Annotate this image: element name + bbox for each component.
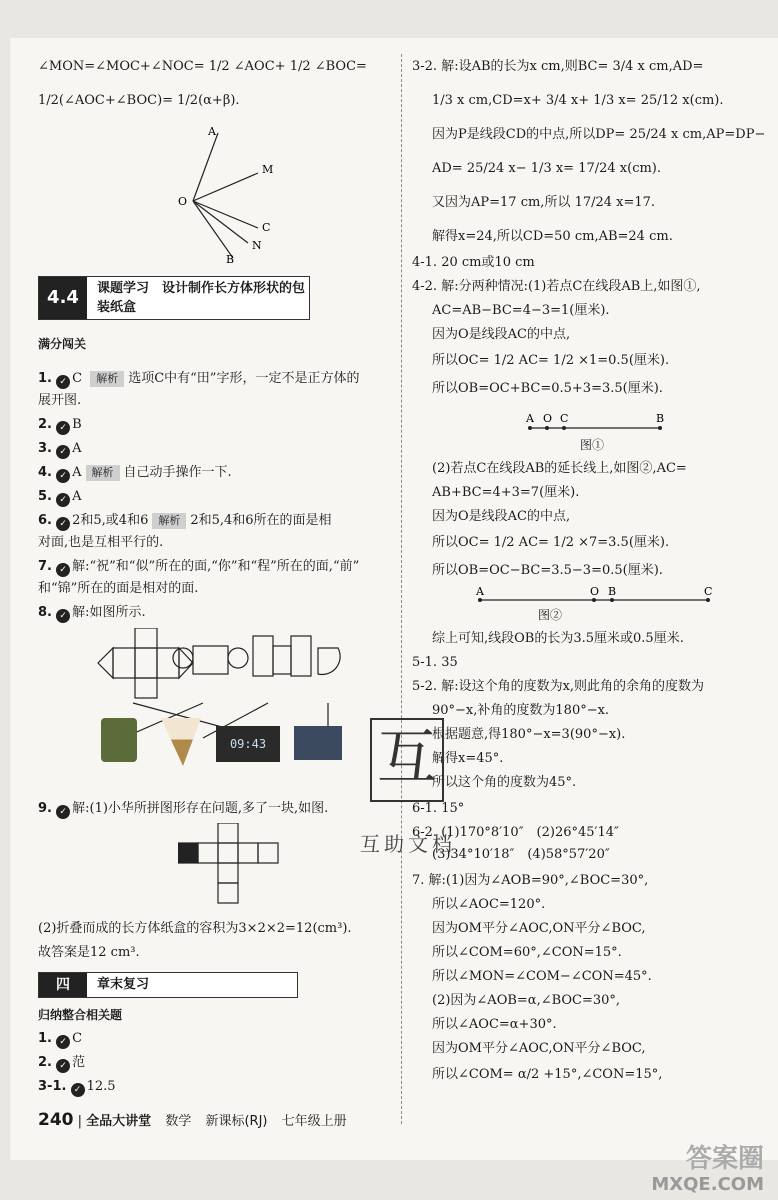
text-line: 7. 解:(1)因为∠AOB=90°,∠BOC=30°, [412,873,649,888]
fig1-label: A [526,412,534,425]
fig1-label: C [560,412,569,425]
text-line: 因为OM平分∠AOC,ON平分∠BOC, [432,921,646,936]
text-line: 5-1. 35 [412,655,458,670]
answer-7: 7. ✓ 解:“祝”和“似”所在的面,“你”和“程”所在的面,“前” [38,559,360,575]
text-line: 5-2. 解:设这个角的度数为x,则此角的余角的度数为 [412,679,705,694]
text-line: 所以OB=OC−BC=3.5−3=0.5(厘米). [432,563,663,578]
answer-2: 2. ✓ B [38,417,82,433]
page-footer: 240 | 全品大讲堂 数学 新课标(RJ) 七年级上册 [38,1110,347,1130]
label-O: O [178,195,188,208]
analysis-tag: 解析 [86,465,120,481]
review-answer-2: 2. ✓ 范 [38,1055,86,1071]
answer-icon: ✓ [56,445,70,459]
figure-caption: 图① [580,438,605,452]
text-line: ∠MON=∠MOC+∠NOC= 1/2 ∠AOC+ 1/2 ∠BOC= [38,59,367,74]
figure-caption: 图② [538,608,563,622]
answer-5: 5. ✓ A [38,489,82,505]
answer-icon: ✓ [56,805,70,819]
text-line: 1/3 x cm,CD=x+ 3/4 x+ 1/3 x= 25/12 x(cm). [432,93,724,108]
text-line: 和“锦”所在的面是相对的面. [38,581,199,596]
text-line: 所以这个角的度数为45°. [432,775,577,790]
label-M: M [262,163,274,176]
text-line: 所以OB=OC+BC=0.5+3=3.5(厘米). [432,381,663,396]
clock-photo: 09:43 [216,726,280,762]
answer-icon: ✓ [56,493,70,507]
text-line: 3-2. 解:设AB的长为x cm,则BC= 3/4 x cm,AD= [412,59,704,74]
answer-icon: ✓ [56,609,70,623]
text-line: 解得x=45°. [432,751,504,766]
label-C: C [262,221,271,234]
answer-icon: ✓ [56,1059,70,1073]
text-line: 解得x=24,所以CD=50 cm,AB=24 cm. [432,229,673,244]
grade: 七年级上册 [281,1114,347,1129]
text-line: 6-1. 15° [412,801,465,816]
box-photo [294,726,342,760]
label-N: N [252,239,262,252]
analysis-tag: 解析 [90,371,124,387]
watermark-text: 互助文档 [360,832,456,856]
text-line: AD= 25/24 x− 1/3 x= 17/24 x(cm). [432,161,662,176]
section-title: 章末复习 [97,977,150,992]
text-line: 对面,也是互相平行的. [38,535,164,550]
text-line: AC=AB−BC=4−3=1(厘米). [432,303,610,318]
text-line: 所以∠AOC=120°. [432,897,546,912]
corner-site-text: MXQE.COM [651,1174,764,1195]
text-line: 因为O是线段AC的中点, [432,509,571,524]
answer-icon: ✓ [56,563,70,577]
section-header-4-4 [38,276,310,320]
text-line: 所以∠COM=60°,∠CON=15°. [432,945,622,960]
text-line: 因为O是线段AC的中点, [432,327,571,342]
section-badge: 四 [39,973,87,997]
page-number: 240 [38,1110,74,1130]
text-line: (2)因为∠AOB=α,∠BOC=30°, [432,993,621,1008]
text-line: 因为P是线段CD的中点,所以DP= 25/24 x cm,AP=DP− [432,127,766,142]
text-line: 所以∠MON=∠COM−∠CON=45°. [432,969,652,984]
text-line: 因为OM平分∠AOC,ON平分∠BOC, [432,1041,646,1056]
answer-4: 4. ✓ A 解析 自己动手操作一下. [38,465,232,481]
fig2-label: C [704,585,713,598]
text-line: 故答案是12 cm³. [38,945,140,960]
answer-icon: ✓ [56,469,70,483]
fig1-label: B [656,412,665,425]
text-line: 展开图. [38,393,82,408]
text-line: AB+BC=4+3=7(厘米). [432,485,580,500]
text-line: 所以∠AOC=α+30°. [432,1017,557,1032]
angle-diagram [178,123,298,263]
subject: 数学 [165,1114,192,1129]
text-line: 所以∠COM= α/2 +15°,∠CON=15°, [432,1067,663,1082]
review-answer-1: 1. ✓ C [38,1031,83,1047]
fig2-label: A [476,585,484,598]
answer-6: 6. ✓ 2和5,或4和6 解析 2和5,4和6所在的面是相 [38,513,332,529]
text-line: 6-2. (1)170°8′10″ (2)26°45′14″ [412,825,619,840]
text-line: 综上可知,线段OB的长为3.5厘米或0.5厘米. [432,631,684,646]
text-line: (3)34°10′18″ (4)58°57′20″ [432,847,610,862]
fig1-label: O [543,412,553,425]
text-line: 根据题意,得180°−x=3(90°−x). [432,727,626,742]
box-net-figure [178,823,288,923]
label-B: B [226,253,235,263]
answer-icon: ✓ [56,1035,70,1049]
text-line: (2)折叠而成的长方体纸盒的容积为3×2×2=12(cm³). [38,921,352,936]
brand: 全品大讲堂 [86,1114,152,1129]
analysis-tag: 解析 [152,513,186,529]
edition: 新课标(RJ) [205,1114,268,1129]
section-header-chapter-review [38,972,298,998]
column-divider [401,54,402,1124]
fig2-label: O [590,585,600,598]
watermark-stamp: 互 [370,718,444,802]
subsection-label: 满分闯关 [38,337,87,351]
label-A: A [208,125,216,138]
answer-icon: ✓ [56,421,70,435]
page [10,38,778,1160]
answer-9: 9. ✓ 解:(1)小华所拼图形存在问题,多了一块,如图. [38,801,329,817]
corner-logo: 答案圈 [685,1144,764,1174]
text-line: 所以OC= 1/2 AC= 1/2 ×7=3.5(厘米). [432,535,670,550]
answer-icon: ✓ [71,1083,85,1097]
answer-icon: ✓ [56,517,70,531]
text-line: 所以OC= 1/2 AC= 1/2 ×1=0.5(厘米). [432,353,670,368]
fig2-label: B [608,585,617,598]
text-line: 又因为AP=17 cm,所以 17/24 x=17. [432,195,656,210]
text-line: 1/2(∠AOC+∠BOC)= 1/2(α+β). [38,93,240,108]
net-matching-figure [93,628,353,798]
text-line: 90°−x,补角的度数为180°−x. [432,703,610,718]
segment-figure-2 [472,584,722,614]
text-line: (2)若点C在线段AB的延长线上,如图②,AC= [432,461,687,476]
tin-can-photo [101,718,137,762]
answer-8: 8. ✓ 解:如图所示. [38,605,146,621]
subsection-label: 归纳整合相关题 [38,1008,123,1022]
section-title: 课题学习 设计制作长方体形状的包装纸盒 [97,281,306,315]
text-line: 4-2. 解:分两种情况:(1)若点C在线段AB上,如图①, [412,279,701,294]
section-badge: 4.4 [39,277,87,319]
answer-1: 1. ✓ C 解析 选项C中有“田”字形，一定不是正方体的 [38,371,360,387]
text-line: 4-1. 20 cm或10 cm [412,255,535,270]
review-answer-3-1: 3-1. ✓ 12.5 [38,1079,116,1095]
answer-3: 3. ✓ A [38,441,82,457]
answer-icon: ✓ [56,375,70,389]
